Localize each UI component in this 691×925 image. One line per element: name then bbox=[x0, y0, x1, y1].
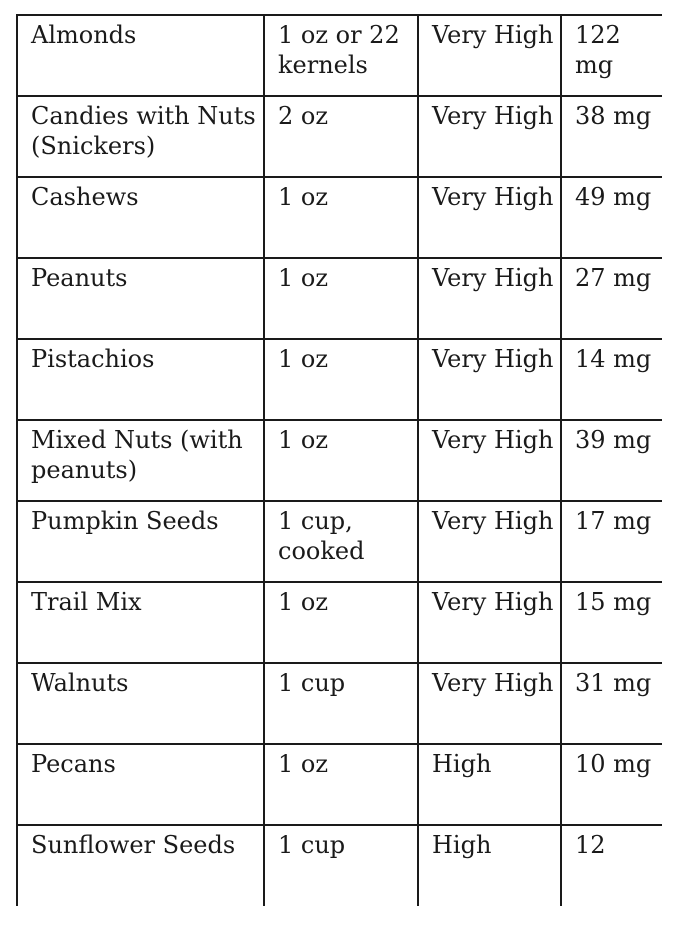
food-table-container bbox=[16, 14, 662, 925]
serving-size-cell: 1 oz bbox=[264, 420, 418, 501]
serving-size-cell: 1 oz bbox=[264, 177, 418, 258]
serving-size-cell: 1 oz bbox=[264, 744, 418, 825]
level-cell: High bbox=[418, 825, 561, 906]
serving-size-cell: 1 cup bbox=[264, 663, 418, 744]
table-row bbox=[17, 825, 662, 906]
table-row bbox=[17, 15, 662, 96]
food-name-cell: Cashews bbox=[17, 177, 264, 258]
serving-size-cell: 2 oz bbox=[264, 96, 418, 177]
food-name-cell: Almonds bbox=[17, 15, 264, 96]
food-name-cell: Sunflower Seeds bbox=[17, 825, 264, 906]
food-name-cell: Pecans bbox=[17, 744, 264, 825]
serving-size-cell: 1 cup bbox=[264, 825, 418, 906]
amount-cell: 12 bbox=[561, 825, 662, 906]
level-cell: Very High bbox=[418, 15, 561, 96]
food-name-cell: Trail Mix bbox=[17, 582, 264, 663]
table-row bbox=[17, 744, 662, 825]
table-row bbox=[17, 582, 662, 663]
table-row bbox=[17, 258, 662, 339]
serving-size-cell: 1 oz bbox=[264, 258, 418, 339]
food-name-cell: Walnuts bbox=[17, 663, 264, 744]
food-name-cell: Pumpkin Seeds bbox=[17, 501, 264, 582]
level-cell: Very High bbox=[418, 501, 561, 582]
level-cell: Very High bbox=[418, 663, 561, 744]
amount-cell: 39 mg bbox=[561, 420, 662, 501]
amount-cell: 14 mg bbox=[561, 339, 662, 420]
amount-cell: 38 mg bbox=[561, 96, 662, 177]
food-name-cell: Candies with Nuts (Snickers) bbox=[17, 96, 264, 177]
level-cell: Very High bbox=[418, 177, 561, 258]
food-table bbox=[16, 14, 662, 906]
level-cell: Very High bbox=[418, 420, 561, 501]
level-cell: Very High bbox=[418, 582, 561, 663]
level-cell: High bbox=[418, 744, 561, 825]
table-row bbox=[17, 501, 662, 582]
amount-cell: 10 mg bbox=[561, 744, 662, 825]
amount-cell: 15 mg bbox=[561, 582, 662, 663]
serving-size-cell: 1 oz bbox=[264, 339, 418, 420]
serving-size-cell: 1 cup, cooked bbox=[264, 501, 418, 582]
food-name-cell: Mixed Nuts (with peanuts) bbox=[17, 420, 264, 501]
serving-size-cell: 1 oz bbox=[264, 582, 418, 663]
food-name-cell: Pistachios bbox=[17, 339, 264, 420]
level-cell: Very High bbox=[418, 258, 561, 339]
table-row bbox=[17, 96, 662, 177]
amount-cell: 122 mg bbox=[561, 15, 662, 96]
food-name-cell: Peanuts bbox=[17, 258, 264, 339]
table-row bbox=[17, 420, 662, 501]
table-row bbox=[17, 339, 662, 420]
amount-cell: 17 mg bbox=[561, 501, 662, 582]
table-row bbox=[17, 663, 662, 744]
amount-cell: 27 mg bbox=[561, 258, 662, 339]
amount-cell: 31 mg bbox=[561, 663, 662, 744]
serving-size-cell: 1 oz or 22 kernels bbox=[264, 15, 418, 96]
table-row bbox=[17, 177, 662, 258]
level-cell: Very High bbox=[418, 96, 561, 177]
amount-cell: 49 mg bbox=[561, 177, 662, 258]
level-cell: Very High bbox=[418, 339, 561, 420]
